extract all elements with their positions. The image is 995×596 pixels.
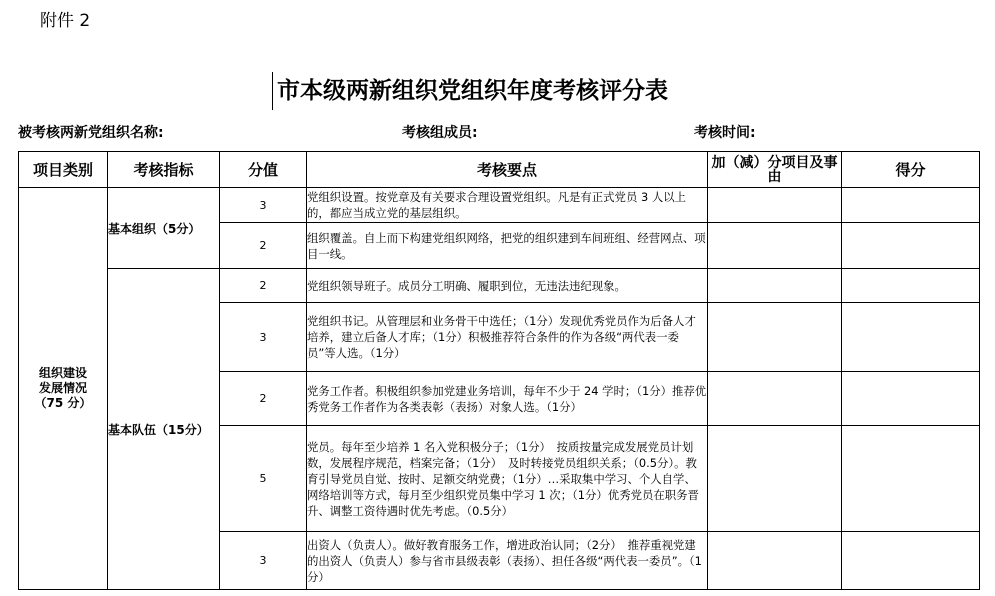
org-name-label: 被考核两新党组织名称: — [18, 125, 164, 141]
key-point-text: 党组织书记。从管理层和业务骨干中选任；（1分）发现优秀党员作为后备人才培养，建立后备人才库；（1分）积极推荐符合条件的作为各级“两代表一委员”等人选。（1分） — [307, 303, 708, 372]
score-value: 3 — [220, 303, 307, 372]
adjust-cell[interactable] — [708, 188, 842, 223]
header-row — [19, 152, 980, 188]
adjust-cell[interactable] — [708, 372, 842, 426]
page-title: 市本级两新组织党组织年度考核评分表 — [272, 72, 668, 110]
score-value: 3 — [220, 532, 307, 590]
header-adjust: 加（减）分项目及事由 — [708, 152, 842, 188]
members-label: 考核组成员: — [402, 125, 478, 141]
adjust-cell[interactable] — [708, 269, 842, 303]
result-cell[interactable] — [842, 303, 980, 372]
category-line-1: 组织建设 — [38, 366, 87, 380]
category-cell — [19, 188, 108, 590]
score-value: 5 — [220, 426, 307, 532]
header-indicator: 考核指标 — [108, 152, 220, 188]
key-point-text: 组织覆盖。自上而下构建党组织网络，把党的组织建到车间班组、经营网点、项目一线。 — [307, 223, 708, 269]
scoring-table — [18, 151, 980, 590]
indicator-basic-team: 基本队伍（15分） — [108, 269, 220, 590]
score-value: 3 — [220, 188, 307, 223]
table-row — [19, 188, 980, 223]
time-label: 考核时间: — [694, 125, 756, 141]
adjust-cell[interactable] — [708, 303, 842, 372]
table-row — [19, 269, 980, 303]
adjust-cell[interactable] — [708, 223, 842, 269]
adjust-cell[interactable] — [708, 532, 842, 590]
score-value: 2 — [220, 223, 307, 269]
category-line-2: 发展情况 — [38, 381, 87, 395]
attachment-label: 附件 2 — [40, 11, 91, 31]
score-value: 2 — [220, 269, 307, 303]
adjust-cell[interactable] — [708, 426, 842, 532]
header-result: 得分 — [842, 152, 980, 188]
result-cell[interactable] — [842, 426, 980, 532]
key-point-text: 出资人（负责人）。做好教育服务工作，增进政治认同；（2分） 推荐重视党建的出资人（负责人）参与省市县级表彰（表扬）、担任各级“两代表一委员”。（1分） — [307, 532, 708, 590]
result-cell[interactable] — [842, 532, 980, 590]
result-cell[interactable] — [842, 269, 980, 303]
key-point-text: 党组织设置。按党章及有关要求合理设置党组织。凡是有正式党员 3 人以上的，都应当成立党的基层组织。 — [307, 188, 708, 223]
category-line-3: （75 分） — [34, 396, 92, 410]
header-key-points: 考核要点 — [307, 152, 708, 188]
result-cell[interactable] — [842, 372, 980, 426]
score-value: 2 — [220, 372, 307, 426]
key-point-text: 党务工作者。积极组织参加党建业务培训，每年不少于 24 学时；（1分）推荐优秀党务工作者作为各类表彰（表扬）对象人选。（1分） — [307, 372, 708, 426]
indicator-basic-org: 基本组织（5分） — [108, 188, 220, 269]
key-point-text: 党组织领导班子。成员分工明确、履职到位，无违法违纪现象。 — [307, 269, 708, 303]
result-cell[interactable] — [842, 223, 980, 269]
result-cell[interactable] — [842, 188, 980, 223]
header-category: 项目类别 — [19, 152, 108, 188]
key-point-text: 党员。每年至少培养 1 名入党积极分子；（1分） 按质按量完成发展党员计划数，发展程序规范，档案完备；（1分） 及时转接党员组织关系；（0.5分）。教育引导党员自觉、按时、足额交纳党费；（1分）…采取集中学习、个人自学、网络培训等方式，每月至少组织党员集中学习 1 次；（1分）优秀党员在职务晋升、调整工资待遇时优先考虑。（0.5分） — [307, 426, 708, 532]
header-score: 分值 — [220, 152, 307, 188]
